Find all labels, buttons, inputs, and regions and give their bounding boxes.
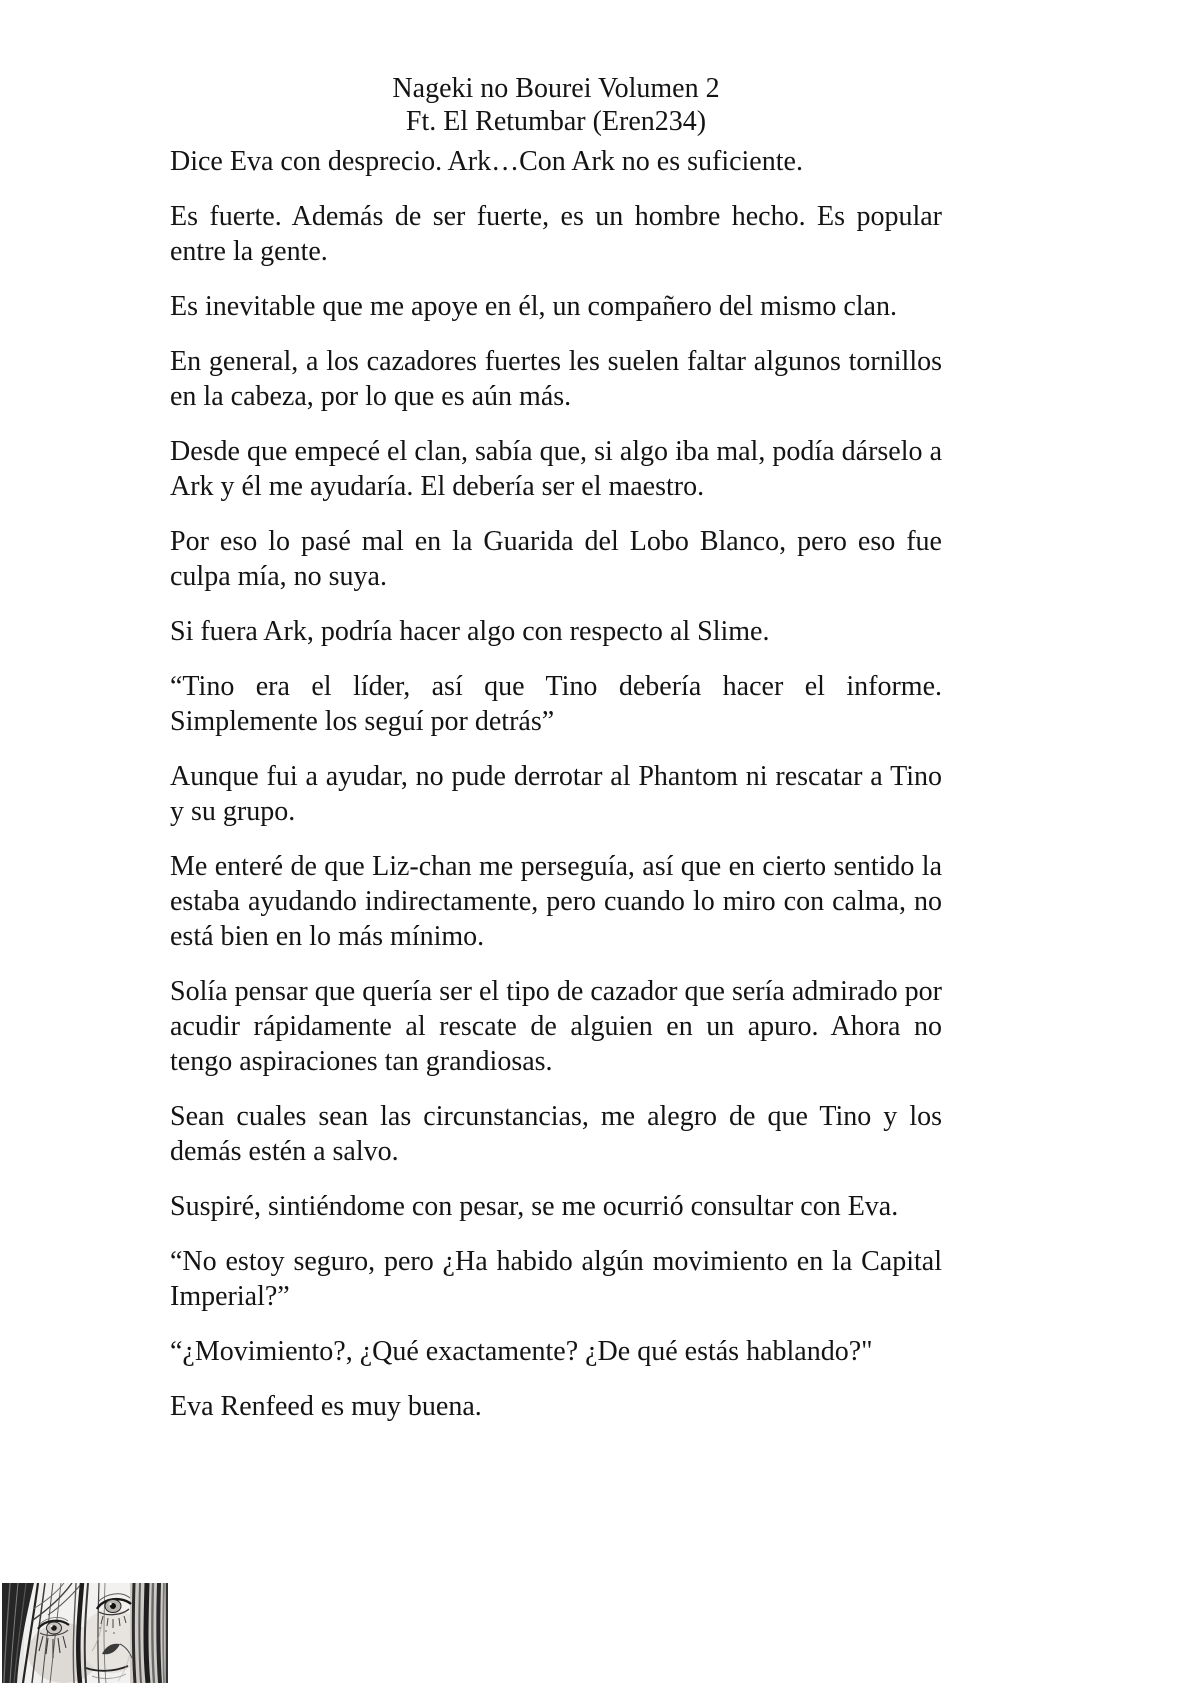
document-body [170, 144, 942, 1424]
paragraph: Aunque fui a ayudar, no pude derrotar al Phantom ni rescatar a Tino y su grupo. [170, 761, 942, 827]
paragraph: Si fuera Ark, podría hacer algo con respecto al Slime. [170, 616, 770, 647]
paragraph: Suspiré, sintiéndome con pesar, se me ocurrió consultar con Eva. [170, 1191, 899, 1222]
page-subtitle: Ft. El Retumbar (Eren234) [405, 106, 707, 137]
paragraph: Eva Renfeed es muy buena. [170, 1391, 482, 1422]
paragraph: En general, a los cazadores fuertes les suelen faltar algunos tornillos en la cabeza, por lo que es aún más. [170, 346, 942, 412]
document-content [170, 72, 942, 1444]
paragraph: Es fuerte. Además de ser fuerte, es un hombre hecho. Es popular entre la gente. [170, 201, 942, 267]
title-block [170, 72, 942, 138]
paragraph: “No estoy seguro, pero ¿Ha habido algún movimiento en la Capital Imperial?” [170, 1246, 942, 1312]
paragraph: “¿Movimiento?, ¿Qué exactamente? ¿De qué estás hablando?" [170, 1336, 873, 1367]
paragraph: Es inevitable que me apoye en él, un compañero del mismo clan. [170, 291, 897, 322]
paragraph: “Tino era el líder, así que Tino debería hacer el informe. Simplemente los seguí por detrás” [170, 671, 942, 737]
paragraph: Dice Eva con desprecio. Ark…Con Ark no es suficiente. [170, 146, 803, 177]
paragraph: Solía pensar que quería ser el tipo de cazador que sería admirado por acudir rápidamente al rescate de alguien en un apuro. Ahora no tengo aspiraciones tan grandiosas. [170, 976, 942, 1077]
paragraph: Desde que empecé el clan, sabía que, si algo iba mal, podía dárselo a Ark y él me ayudaría. El debería ser el maestro. [170, 436, 942, 502]
page-title: Nageki no Bourei Volumen 2 [392, 73, 720, 104]
paragraph: Por eso lo pasé mal en la Guarida del Lobo Blanco, pero eso fue culpa mía, no suya. [170, 526, 942, 592]
paragraph: Me enteré de que Liz-chan me perseguía, así que en cierto sentido la estaba ayudando indirectamente, pero cuando lo miro con calma, no está bien en lo más mínimo. [170, 851, 942, 952]
manga-face-illustration [2, 1583, 168, 1683]
paragraph: Sean cuales sean las circunstancias, me alegro de que Tino y los demás estén a salvo. [170, 1101, 942, 1167]
